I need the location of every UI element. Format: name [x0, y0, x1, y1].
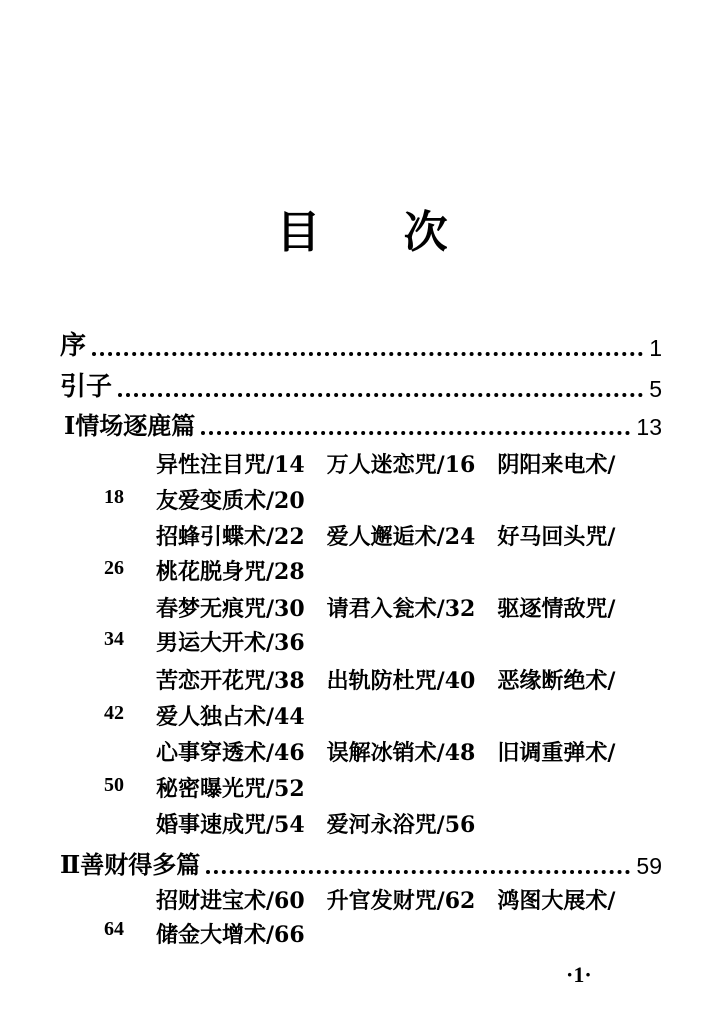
toc-label: 序	[60, 331, 87, 361]
toc-label: Ⅱ善财得多篇	[60, 850, 201, 879]
toc-subentry-line	[156, 448, 615, 479]
toc-subentry: 请君入瓮术/32	[326, 596, 476, 622]
toc-subentry-line	[156, 520, 615, 551]
toc-subentry: 婚事速成咒/54	[156, 812, 305, 838]
toc-row-preface	[60, 325, 662, 362]
toc-subentry: 驱逐情敌咒/	[497, 596, 616, 622]
toc-subentry: 男运大开术/36	[156, 630, 305, 656]
toc-subentry: 桃花脱身咒/28	[156, 559, 305, 585]
page-number-footer: ·1·	[566, 962, 592, 987]
toc-row-introduction	[60, 366, 662, 403]
toc-subentry: 心事穿透术/46	[156, 740, 305, 766]
toc-subentry-line	[156, 700, 305, 731]
continued-page-number: 34	[104, 628, 124, 650]
toc-subentry: 升官发财咒/62	[326, 888, 476, 914]
toc-label: Ⅰ情场逐鹿篇	[64, 411, 196, 440]
toc-subentry-line	[156, 808, 475, 839]
continued-page-number: 26	[104, 557, 124, 579]
toc-row-section-2	[60, 845, 662, 880]
page-title: 目 次	[276, 207, 482, 258]
toc-subentry: 万人迷恋咒/16	[326, 452, 476, 478]
continued-page-number: 64	[104, 918, 124, 940]
toc-subentry: 招蜂引蝶术/22	[156, 524, 305, 550]
toc-subentry: 秘密曝光咒/52	[156, 776, 305, 802]
toc-subentry-line	[156, 664, 615, 695]
toc-subentry-line	[156, 592, 615, 623]
dot-leader	[118, 393, 643, 397]
dot-leader	[92, 352, 643, 356]
toc-page-number: 5	[649, 376, 662, 402]
toc-subentry: 阴阳来电术/	[497, 452, 616, 478]
toc-row-section-1	[64, 406, 662, 441]
toc-subentry-line	[156, 484, 305, 515]
toc-subentry: 招财进宝术/60	[156, 888, 305, 914]
toc-subentry: 旧调重弹术/	[497, 740, 616, 766]
toc-subentry: 苦恋开花咒/38	[156, 668, 305, 694]
toc-subentry: 爱人独占术/44	[156, 704, 305, 730]
toc-page-number: 13	[636, 414, 662, 440]
toc-subentry: 储金大增术/66	[156, 922, 305, 948]
continued-page-number: 42	[104, 702, 124, 724]
toc-subentry: 误解冰销术/48	[326, 740, 476, 766]
toc-subentry: 友爱变质术/20	[156, 488, 305, 514]
toc-subentry: 出轨防杜咒/40	[326, 668, 476, 694]
toc-subentry-line	[156, 772, 305, 803]
continued-page-number: 18	[104, 486, 124, 508]
toc-subentry-line	[156, 626, 305, 657]
dot-leader	[201, 431, 630, 435]
toc-subentry: 鸿图大展术/	[497, 888, 616, 914]
toc-label: 引子	[60, 372, 113, 402]
toc-page-number: 59	[636, 853, 662, 879]
toc-subentry: 爱人邂逅术/24	[326, 524, 476, 550]
toc-subentry-line	[156, 736, 615, 767]
toc-page-number: 1	[649, 335, 662, 361]
dot-leader	[206, 870, 630, 874]
toc-subentry-line	[156, 555, 305, 586]
toc-subentry-line	[156, 918, 305, 949]
toc-subentry: 春梦无痕咒/30	[156, 596, 305, 622]
toc-subentry: 异性注目咒/14	[156, 452, 305, 478]
toc-subentry: 恶缘断绝术/	[497, 668, 616, 694]
toc-subentry: 好马回头咒/	[497, 524, 616, 550]
toc-subentry-line	[156, 884, 615, 915]
continued-page-number: 50	[104, 774, 124, 796]
toc-subentry: 爱河永浴咒/56	[326, 812, 476, 838]
